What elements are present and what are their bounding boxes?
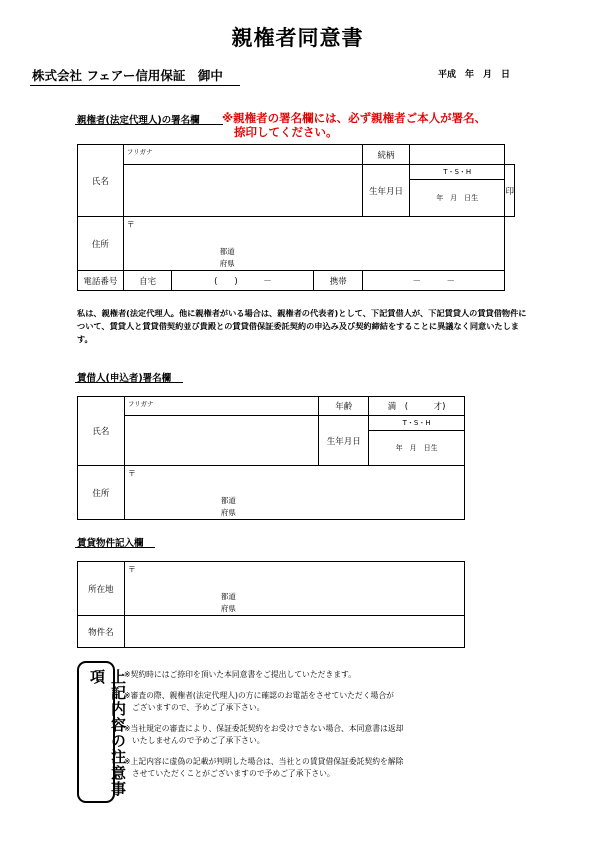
tenant-section-underline bbox=[75, 382, 183, 383]
parent-name-label: 氏名 bbox=[78, 145, 124, 217]
parent-furigana-field[interactable] bbox=[123, 145, 362, 165]
home-phone-format: ( ) － bbox=[214, 276, 272, 287]
note-item bbox=[124, 723, 524, 747]
notes-heading-box bbox=[77, 661, 127, 803]
tenant-address-field[interactable] bbox=[124, 466, 464, 520]
consent-statement: 私は、親権者(法定代理人。他に親権者がいる場合は、親権者の代表者)として、下記賃借人が、下記賃貸人の賃貸借物件について、賃貸人と賃貸借契約並び貴殿との賃貸借保証委託契約の申込み及び契約締結をすることに異議なく同意いたします。 bbox=[77, 308, 527, 344]
tenant-age-field[interactable] bbox=[369, 397, 465, 416]
parent-mobile-label: 携帯 bbox=[314, 271, 363, 291]
tenant-info-table bbox=[77, 396, 465, 520]
parent-birth-field[interactable] bbox=[409, 165, 505, 217]
page-title: 親権者同意書 bbox=[231, 26, 364, 50]
pref-line2: 府県 bbox=[220, 508, 236, 517]
parent-era-options: T・S・H bbox=[410, 165, 505, 180]
property-location-label: 所在地 bbox=[78, 562, 125, 616]
note-item bbox=[124, 690, 524, 714]
note-line-continued: いたしませんので予めご了承下さい。 bbox=[132, 736, 265, 745]
note-line: ※審査の際、親権者(法定代理人)の方に確認のお電話をさせていただく場合が bbox=[124, 691, 394, 700]
addressee-underline bbox=[30, 85, 240, 86]
property-section-underline bbox=[75, 547, 155, 548]
parent-info-table bbox=[77, 144, 515, 291]
parent-postal-mark: 〒 bbox=[126, 220, 135, 229]
parent-address-label: 住所 bbox=[78, 217, 124, 271]
tenant-birth-ymd: 年 月 日生 bbox=[395, 444, 438, 452]
property-name-label: 物件名 bbox=[78, 616, 125, 648]
tenant-prefecture-label bbox=[125, 495, 464, 519]
parent-mobile-field[interactable] bbox=[363, 271, 505, 291]
pref-line2: 府県 bbox=[219, 259, 235, 268]
tenant-birth-field[interactable] bbox=[369, 416, 465, 466]
note-line: ※上記内容に虚偽の記載が判明した場合は、当社との賃貸借保証委託契約を解除 bbox=[124, 757, 404, 766]
signature-warning-line2: 捺印してください。 bbox=[234, 125, 338, 139]
note-item bbox=[124, 669, 524, 681]
tenant-age-format: 満 ( 才) bbox=[387, 402, 446, 412]
parent-prefecture-label bbox=[124, 246, 505, 270]
property-section-label: 賃貸物件記入欄 bbox=[77, 538, 144, 549]
tenant-section-label: 賃借人(申込者)署名欄 bbox=[77, 373, 172, 384]
tenant-postal-mark: 〒 bbox=[127, 469, 136, 478]
notes-heading: 上記内容の注意事項 bbox=[88, 669, 127, 797]
parent-birth-ymd: 年 月 日生 bbox=[436, 194, 479, 202]
seal-mark: 印 bbox=[505, 186, 514, 197]
notes-list bbox=[124, 669, 524, 789]
tenant-name-field[interactable] bbox=[124, 416, 318, 466]
tenant-address-label: 住所 bbox=[78, 466, 125, 520]
pref-line1: 都道 bbox=[220, 496, 236, 505]
property-name-field[interactable] bbox=[124, 616, 464, 648]
note-item bbox=[124, 756, 524, 780]
parent-section-label: 親権者(法定代理人)の署名欄 bbox=[77, 115, 200, 126]
note-line: ※当社規定の審査により、保証委託契約をお受けできない場合、本同意書は返却 bbox=[124, 724, 404, 733]
signature-warning-line1: ※親権者の署名欄には、必ず親権者ご本人が署名、 bbox=[222, 111, 487, 125]
pref-line2: 府県 bbox=[220, 604, 236, 613]
parent-address-field[interactable] bbox=[123, 217, 505, 271]
mobile-phone-format: － － bbox=[412, 276, 456, 287]
tenant-age-label: 年齢 bbox=[319, 397, 369, 416]
pref-line1: 都道 bbox=[219, 247, 235, 256]
tenant-era-options: T・S・H bbox=[369, 416, 464, 431]
parent-section-underline bbox=[75, 124, 223, 125]
tenant-furigana-field[interactable] bbox=[124, 397, 318, 416]
parent-name-field[interactable] bbox=[123, 165, 362, 217]
tenant-furigana-label: フリガナ bbox=[127, 400, 154, 408]
pref-line1: 都道 bbox=[220, 592, 236, 601]
parent-phone-label: 電話番号 bbox=[78, 271, 124, 291]
parent-seal-field[interactable] bbox=[505, 165, 515, 217]
addressee: 株式会社 フェアー信用保証 御中 bbox=[32, 68, 223, 83]
property-postal-mark: 〒 bbox=[127, 565, 136, 574]
tenant-name-label: 氏名 bbox=[78, 397, 125, 466]
note-line: ※契約時にはご捺印を頂いた本同意書をご提出していただきます。 bbox=[124, 670, 357, 679]
parent-birth-label: 生年月日 bbox=[363, 165, 410, 217]
parent-home-phone-field[interactable] bbox=[172, 271, 314, 291]
note-line-continued: させていただくことがございますので予めご了承下さい。 bbox=[132, 769, 335, 778]
note-line-continued: ございますので、予めご了承下さい。 bbox=[132, 703, 265, 712]
document-date: 平成 年 月 日 bbox=[438, 70, 511, 80]
property-location-field[interactable] bbox=[124, 562, 464, 616]
parent-home-label: 自宅 bbox=[123, 271, 172, 291]
property-prefecture-label bbox=[125, 591, 464, 615]
parent-relation-field[interactable] bbox=[409, 145, 505, 165]
parent-relation-label: 続柄 bbox=[363, 145, 410, 165]
signature-warning bbox=[222, 111, 486, 139]
parent-furigana-label: フリガナ bbox=[126, 148, 153, 156]
property-info-table bbox=[77, 561, 465, 648]
tenant-birth-label: 生年月日 bbox=[319, 416, 369, 466]
